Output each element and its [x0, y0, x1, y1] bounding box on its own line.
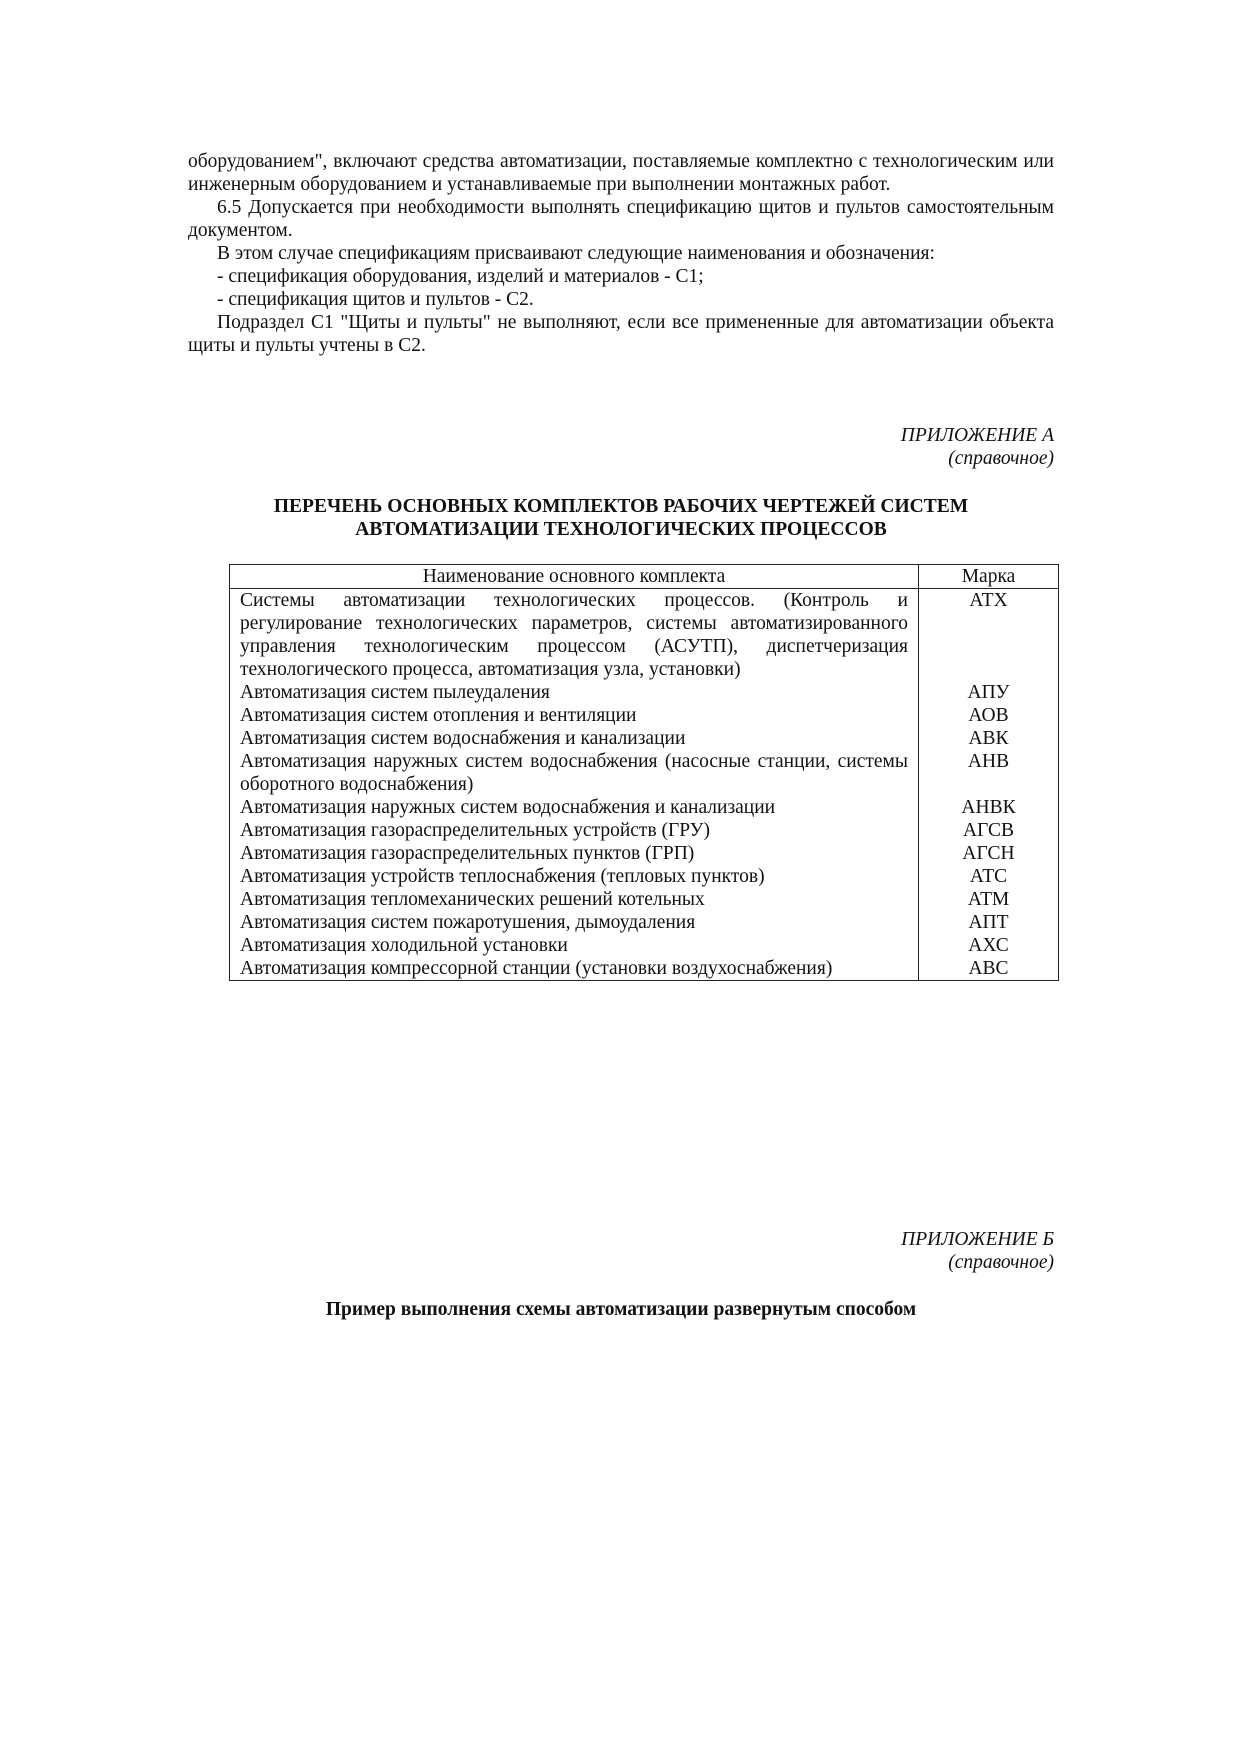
kits-table [229, 564, 1059, 981]
table-row [230, 681, 1059, 704]
table-row [230, 750, 1059, 796]
kit-mark: АВК [919, 727, 1059, 750]
table-header-row [230, 565, 1059, 589]
appendix-a-title: ПРИЛОЖЕНИЕ А [900, 425, 1054, 446]
kit-name: Автоматизация газораспределительных устройств (ГРУ) [230, 819, 919, 842]
paragraph: оборудованием", включают средства автоматизации, поставляемые комплектно с технологическим или инженерным оборудованием и устанавливаемые при выполнении монтажных работ. [188, 151, 1054, 195]
kit-mark: АНВ [919, 750, 1059, 796]
table-row [230, 934, 1059, 957]
table-row [230, 727, 1059, 750]
appendix-a-label [901, 424, 1054, 470]
table-row [230, 819, 1059, 842]
table-row [230, 589, 1059, 682]
kit-mark: АТМ [919, 888, 1059, 911]
kit-name: Автоматизация наружных систем водоснабжения и канализации [230, 796, 919, 819]
table-row [230, 704, 1059, 727]
heading-line: ПЕРЕЧЕНЬ ОСНОВНЫХ КОМПЛЕКТОВ РАБОЧИХ ЧЕРТЕЖЕЙ СИСТЕМ [273, 496, 969, 517]
kit-mark: АПУ [919, 681, 1059, 704]
kit-mark: АГСН [919, 842, 1059, 865]
kit-name: Системы автоматизации технологических процессов. (Контроль и регулирование технологических параметров, системы автоматизированного управления технологическим процессом (АСУТП), диспетчеризация технологического процесса, автоматизация узла, установки) [230, 589, 919, 682]
kit-mark: АТХ [919, 589, 1059, 682]
list-item: - спецификация щитов и пультов - С2. [217, 289, 534, 310]
kit-name: Автоматизация устройств теплоснабжения (тепловых пунктов) [230, 865, 919, 888]
appendix-b-subtitle: (справочное) [948, 1252, 1054, 1273]
kit-name: Автоматизация систем пылеудаления [230, 681, 919, 704]
table-row [230, 957, 1059, 981]
table-row [230, 842, 1059, 865]
list-item: - спецификация оборудования, изделий и материалов - С1; [217, 266, 704, 287]
appendix-b-title: ПРИЛОЖЕНИЕ Б [901, 1229, 1054, 1250]
kit-mark: АХС [919, 934, 1059, 957]
table-row [230, 796, 1059, 819]
kit-name: Автоматизация систем водоснабжения и канализации [230, 727, 919, 750]
kit-mark: АОВ [919, 704, 1059, 727]
appendix-b-label [901, 1228, 1054, 1274]
kit-mark: АПТ [919, 911, 1059, 934]
kit-name: Автоматизация тепломеханических решений котельных [230, 888, 919, 911]
table-row [230, 888, 1059, 911]
kit-mark: АГСВ [919, 819, 1059, 842]
paragraph: Подраздел С1 "Щиты и пульты" не выполняют, если все примененные для автоматизации объекта щиты и пульты учтены в С2. [188, 312, 1054, 356]
kit-mark: АНВК [919, 796, 1059, 819]
kit-name: Автоматизация компрессорной станции (установки воздухоснабжения) [230, 957, 919, 981]
heading-line: АВТОМАТИЗАЦИИ ТЕХНОЛОГИЧЕСКИХ ПРОЦЕССОВ [355, 519, 887, 540]
table-row [230, 865, 1059, 888]
appendix-a-subtitle: (справочное) [948, 448, 1054, 469]
paragraph: 6.5 Допускается при необходимости выполнять спецификацию щитов и пультов самостоятельным документом. [188, 197, 1054, 241]
intro-text [188, 150, 1054, 357]
kit-name: Автоматизация систем отопления и вентиляции [230, 704, 919, 727]
kit-name: Автоматизация холодильной установки [230, 934, 919, 957]
heading-line: Пример выполнения схемы автоматизации развернутым способом [325, 1299, 917, 1320]
kit-mark: АТС [919, 865, 1059, 888]
appendix-b-heading [188, 1298, 1054, 1321]
kit-name: Автоматизация систем пожаротушения, дымоудаления [230, 911, 919, 934]
appendix-a-heading [188, 495, 1054, 541]
column-header-name: Наименование основного комплекта [230, 565, 919, 589]
paragraph: В этом случае спецификациям присваивают следующие наименования и обозначения: [217, 243, 935, 264]
column-header-mark: Марка [919, 565, 1059, 589]
kit-mark: АВС [919, 957, 1059, 981]
table-row [230, 911, 1059, 934]
kit-name: Автоматизация газораспределительных пунктов (ГРП) [230, 842, 919, 865]
kit-name: Автоматизация наружных систем водоснабжения (насосные станции, системы оборотного водоснабжения) [230, 750, 919, 796]
